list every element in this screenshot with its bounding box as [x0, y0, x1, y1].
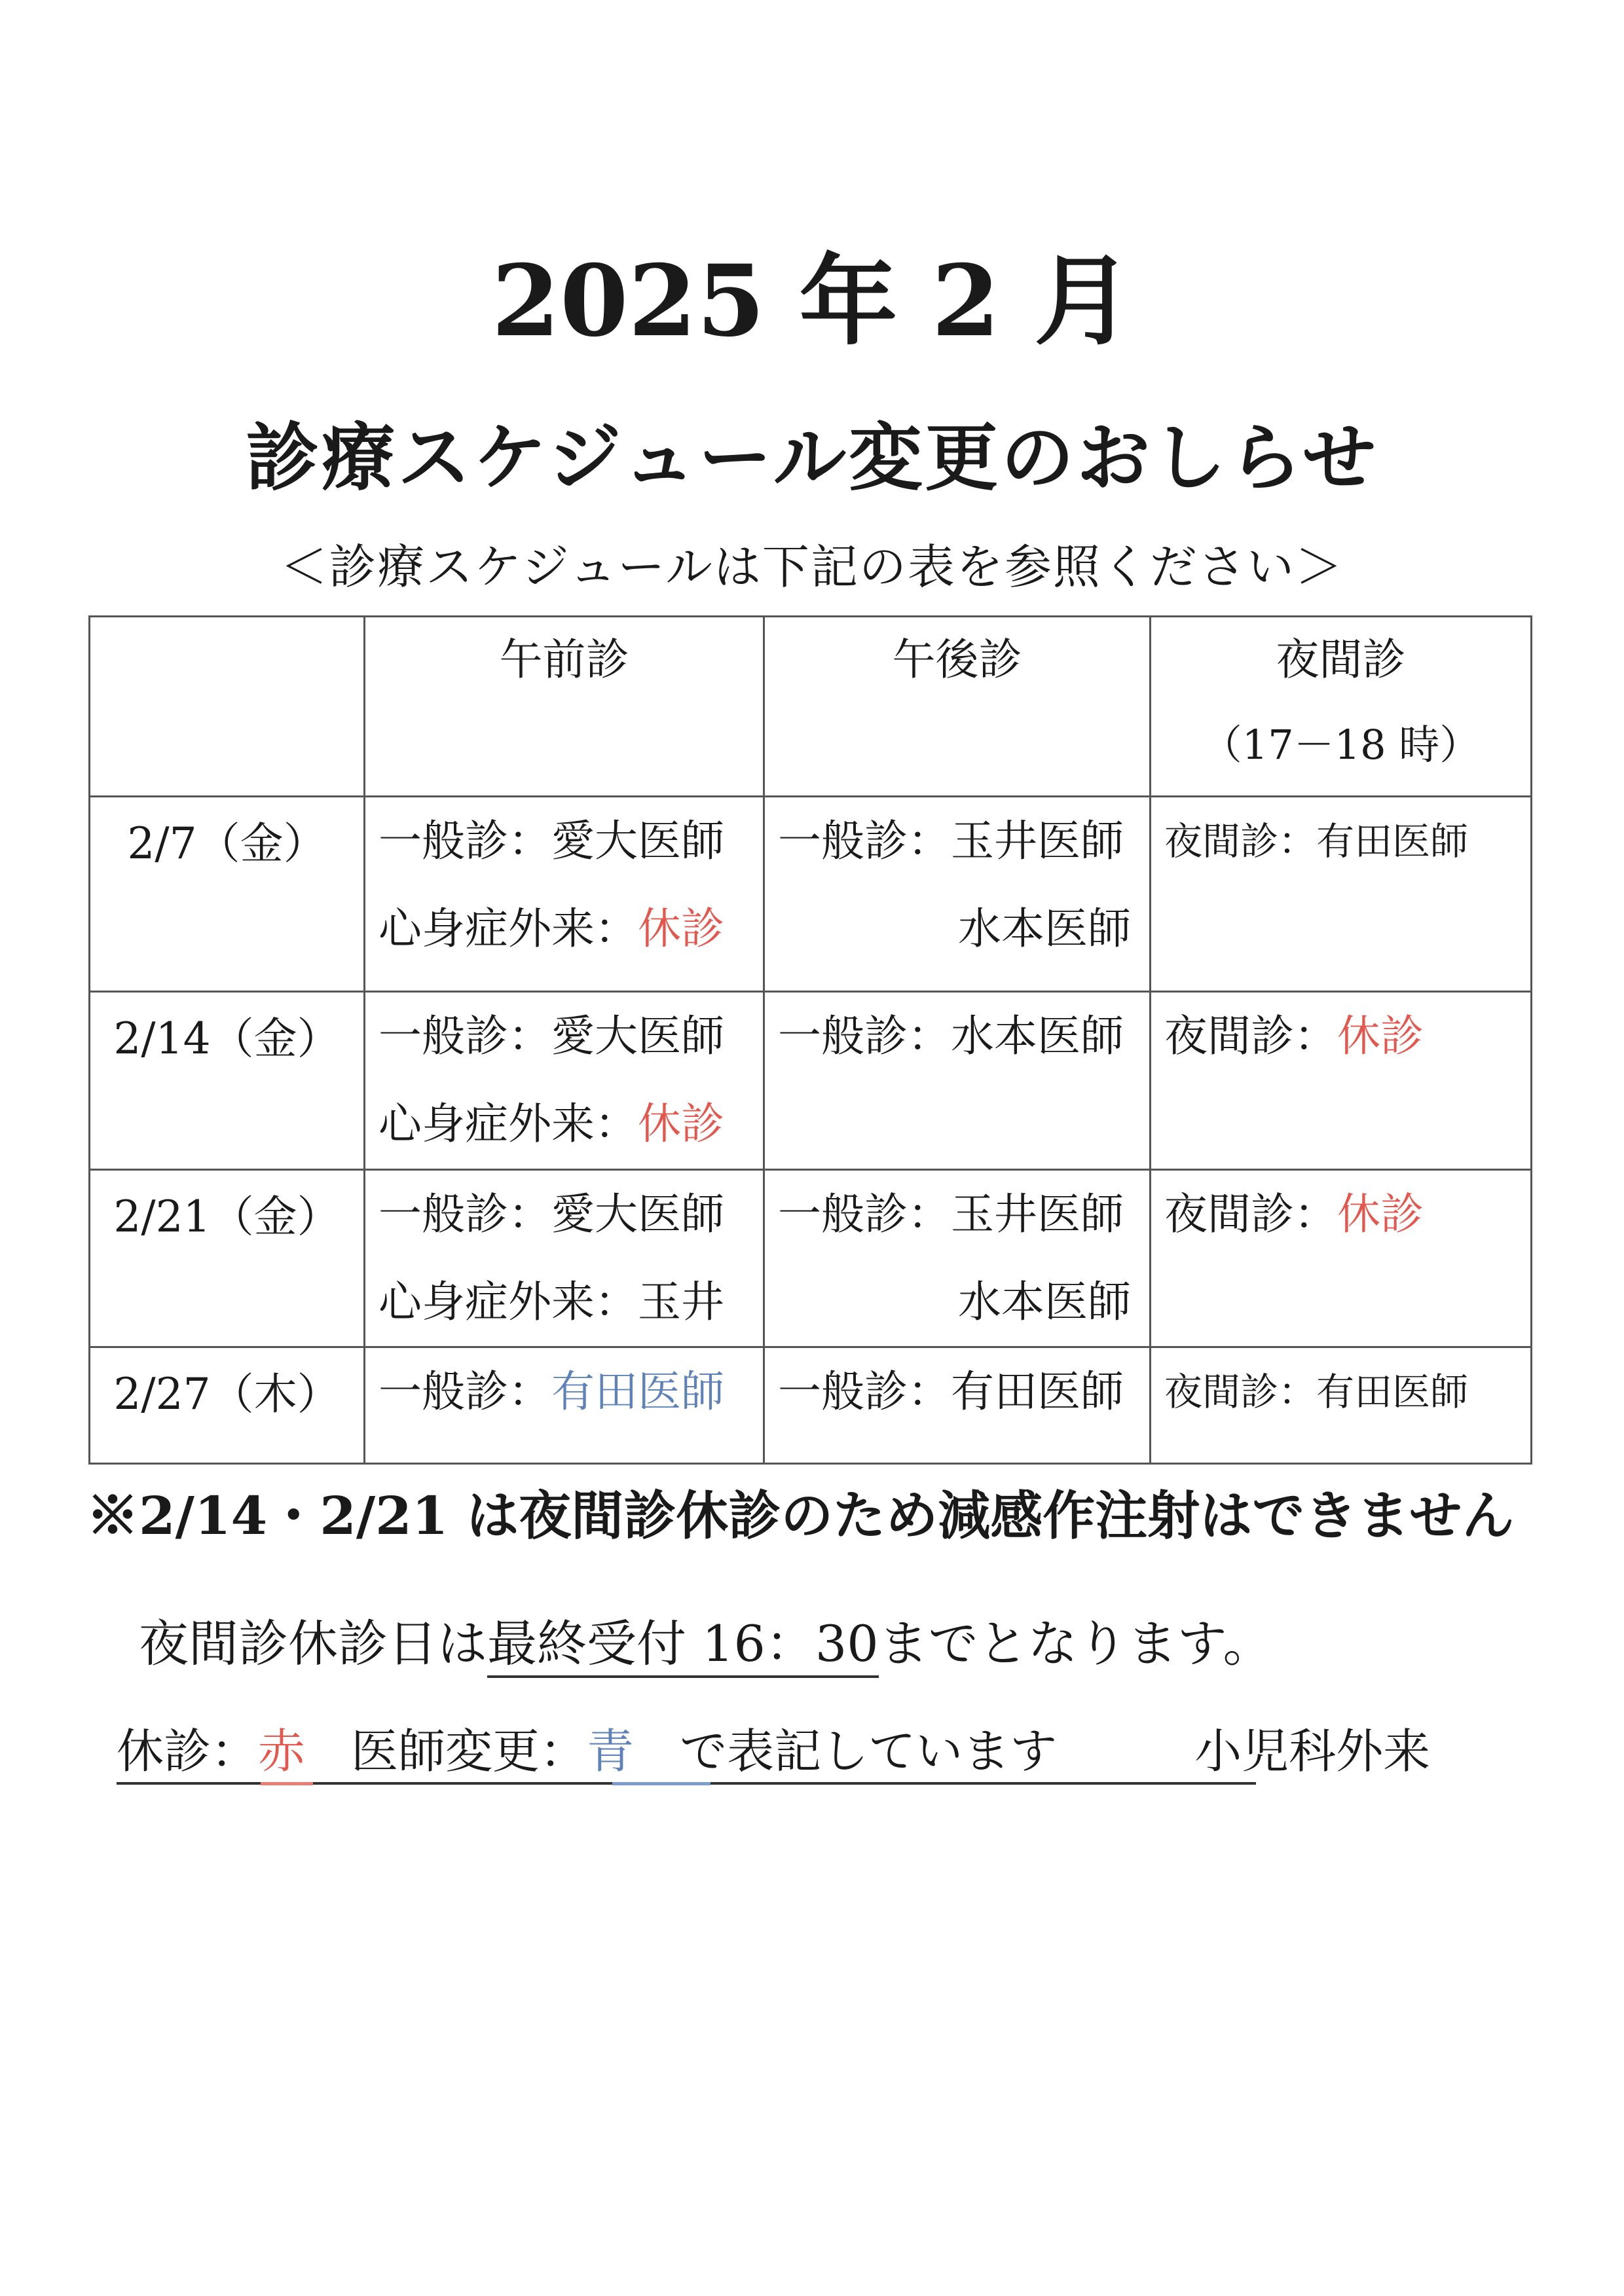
row-night: [1151, 1170, 1532, 1347]
afternoon-general: 一般診：玉井医師: [778, 1189, 1124, 1239]
night-general: 夜間診：有田医師: [1164, 1370, 1469, 1414]
closed-status: 休診: [1337, 1189, 1424, 1239]
legend-closed-label: 休診：: [117, 1724, 259, 1779]
night-general: [1151, 993, 1530, 1080]
morning-general: [365, 1348, 763, 1436]
color-legend: [117, 1715, 1430, 1787]
row-morning: [365, 1347, 764, 1464]
row-night: [1151, 992, 1532, 1170]
reception-time: 最終受付 16：30: [487, 1614, 879, 1678]
legend-change-color: 青: [587, 1724, 635, 1779]
table-caption: ＜診療スケジュールは下記の表を参照ください＞: [280, 539, 1344, 594]
row-date: 2/21（金）: [90, 1170, 365, 1347]
psychosomatic-label: 心身症外来：: [378, 1099, 638, 1149]
header-night-label: 夜間診: [1276, 634, 1406, 685]
row-afternoon: [764, 797, 1151, 992]
row-morning: [365, 992, 764, 1170]
table-header-row: [90, 617, 1532, 797]
row-night: [1151, 1347, 1532, 1464]
morning-psychosomatic: [365, 1080, 763, 1168]
row-date: 2/7（金）: [90, 797, 365, 992]
morning-psychosomatic: 心身症外来：玉井: [378, 1277, 724, 1327]
night-general: [1151, 1171, 1530, 1258]
row-afternoon: [764, 1170, 1151, 1347]
header-corner-cell: [90, 617, 365, 797]
schedule-table: [88, 615, 1532, 1465]
legend-change-label: 医師変更：: [351, 1724, 587, 1779]
row-morning: [365, 1170, 764, 1347]
morning-general: 一般診：愛大医師: [378, 816, 724, 866]
row-morning: [365, 797, 764, 992]
row-afternoon: [764, 1347, 1151, 1464]
morning-general: 一般診：愛大医師: [378, 1189, 724, 1239]
injection-notice: ※2/14・2/21 は夜間診休診のため減感作注射はできません: [86, 1485, 1515, 1546]
row-afternoon: [764, 992, 1151, 1170]
legend-closed-color: 赤: [258, 1724, 306, 1779]
page-year-month: 2025 年 2 月: [491, 244, 1133, 359]
reception-prefix: 夜間診休診日は: [139, 1614, 487, 1673]
night-label: 夜間診：: [1164, 1189, 1337, 1239]
reception-suffix: までとなります。: [878, 1614, 1273, 1673]
table-row: [90, 992, 1532, 1170]
table-row: [90, 797, 1532, 992]
afternoon-general: 一般診：水本医師: [778, 1011, 1124, 1061]
night-general: 夜間診：有田医師: [1164, 819, 1469, 864]
afternoon-general: 一般診：有田医師: [778, 1366, 1124, 1417]
legend-blue-underline: [612, 1782, 710, 1785]
closed-status: 休診: [638, 1099, 724, 1149]
reception-notice: [139, 1608, 1273, 1680]
table-row: [90, 1347, 1532, 1464]
row-date: 2/27（木）: [90, 1347, 365, 1464]
legend-suffix: で表記しています: [680, 1724, 1058, 1779]
header-morning-label: 午前診: [499, 634, 629, 685]
header-night-hours: （17－18 時）: [1201, 721, 1481, 769]
afternoon-general: 一般診：玉井医師: [778, 816, 1124, 866]
header-night: [1151, 617, 1532, 797]
morning-general: 一般診：愛大医師: [378, 1011, 724, 1061]
legend-red-underline: [261, 1782, 313, 1785]
afternoon-second-doctor: 水本医師: [958, 903, 1131, 954]
department-name: 小児科外来: [1194, 1724, 1431, 1779]
morning-psychosomatic: [365, 885, 763, 973]
header-afternoon-label: 午後診: [892, 634, 1022, 685]
doctor-change-name: 有田医師: [551, 1366, 724, 1417]
header-afternoon: [764, 617, 1151, 797]
header-morning: [365, 617, 764, 797]
table-row: [90, 1170, 1532, 1347]
row-date: 2/14（金）: [90, 992, 365, 1170]
page-title: 診療スケジュール変更のおしらせ: [246, 415, 1378, 501]
afternoon-second-doctor: 水本医師: [958, 1277, 1131, 1327]
psychosomatic-label: 心身症外来：: [378, 903, 638, 954]
closed-status: 休診: [638, 903, 724, 954]
night-label: 夜間診：: [1164, 1011, 1337, 1061]
general-label: 一般診：: [378, 1366, 551, 1417]
closed-status: 休診: [1337, 1011, 1424, 1061]
row-night: [1151, 797, 1532, 992]
